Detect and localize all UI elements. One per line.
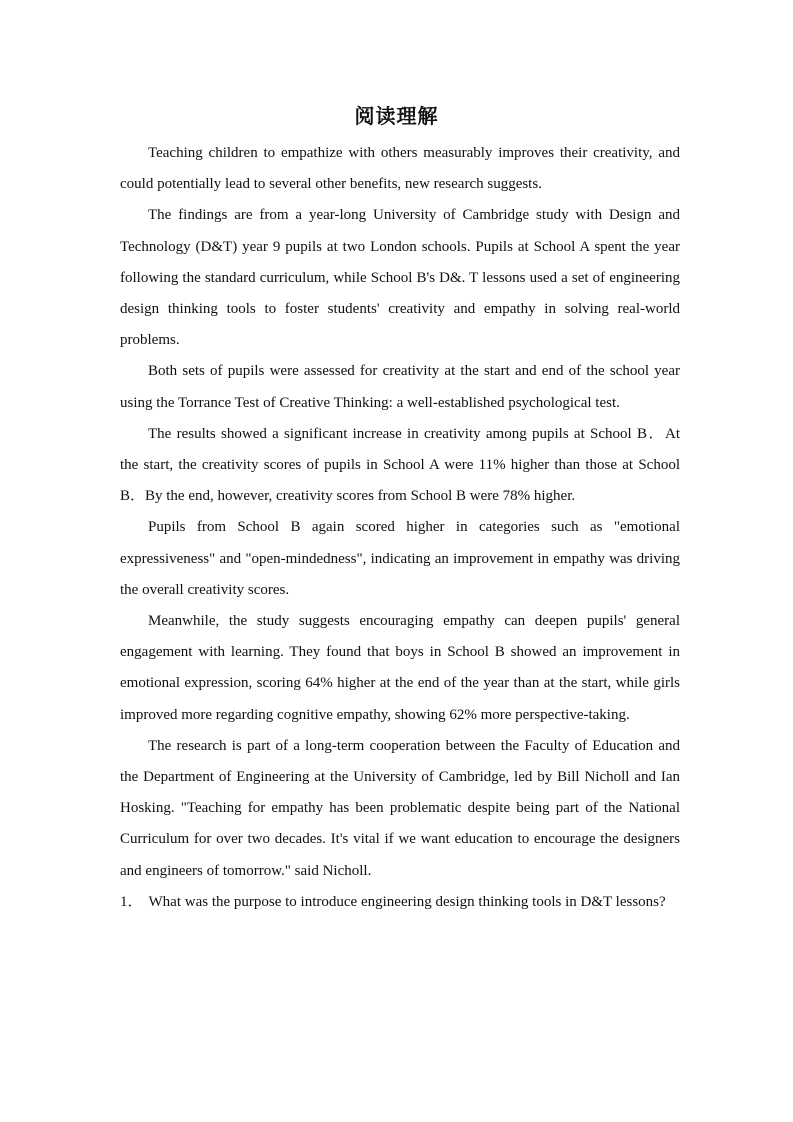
paragraph: The research is part of a long-term cooperation between the Faculty of Education and the Department of Engineering at the University of Cambridge, led by Bill Nicholl and Ian Hosking. "Teaching for empathy has been problematic despite being part of the National Curriculum for over two decades. It's vital if we want education to encourage the designers and engineers of tomorrow." said Nicholl. xyxy=(120,737,680,879)
question-number: 1． xyxy=(120,893,143,910)
question-item xyxy=(120,887,680,918)
page-title: 阅读理解 xyxy=(354,104,439,128)
paragraph: The results showed a significant increase in creativity among pupils at School B．At the start, the creativity scores of pupils in School A were 11% higher than those at School B．By the end, however, creativity scores from School B were 78% higher. xyxy=(120,425,680,505)
paragraph: Both sets of pupils were assessed for creativity at the start and end of the school year using the Torrance Test of Creative Thinking: a well-established psychological test. xyxy=(120,363,680,411)
paragraph: The findings are from a year-long University of Cambridge study with Design and Technology (D&T) year 9 pupils at two London schools. Pupils at School A spent the year following the standard curriculum, while School B's D&. T lessons used a set of engineering design thinking tools to foster students' creativity and empathy in solving real-world problems. xyxy=(120,207,680,349)
paragraph: Meanwhile, the study suggests encouraging empathy can deepen pupils' general engagement with learning. They found that boys in School B showed an improvement in emotional expression, scoring 64% higher at the end of the year than at the start, while girls improved more regarding cognitive empathy, showing 62% more perspective-taking. xyxy=(120,613,680,723)
paragraph: Pupils from School B again scored higher in categories such as "emotional expressiveness" and "open-mindedness", indicating an improvement in empathy was driving the overall creativity scores. xyxy=(120,519,680,598)
article-body xyxy=(120,138,680,918)
paragraph: Teaching children to empathize with others measurably improves their creativity, and could potentially lead to several other benefits, new research suggests. xyxy=(120,145,680,193)
question-text: What was the purpose to introduce engineering design thinking tools in D&T lessons? xyxy=(148,893,666,910)
